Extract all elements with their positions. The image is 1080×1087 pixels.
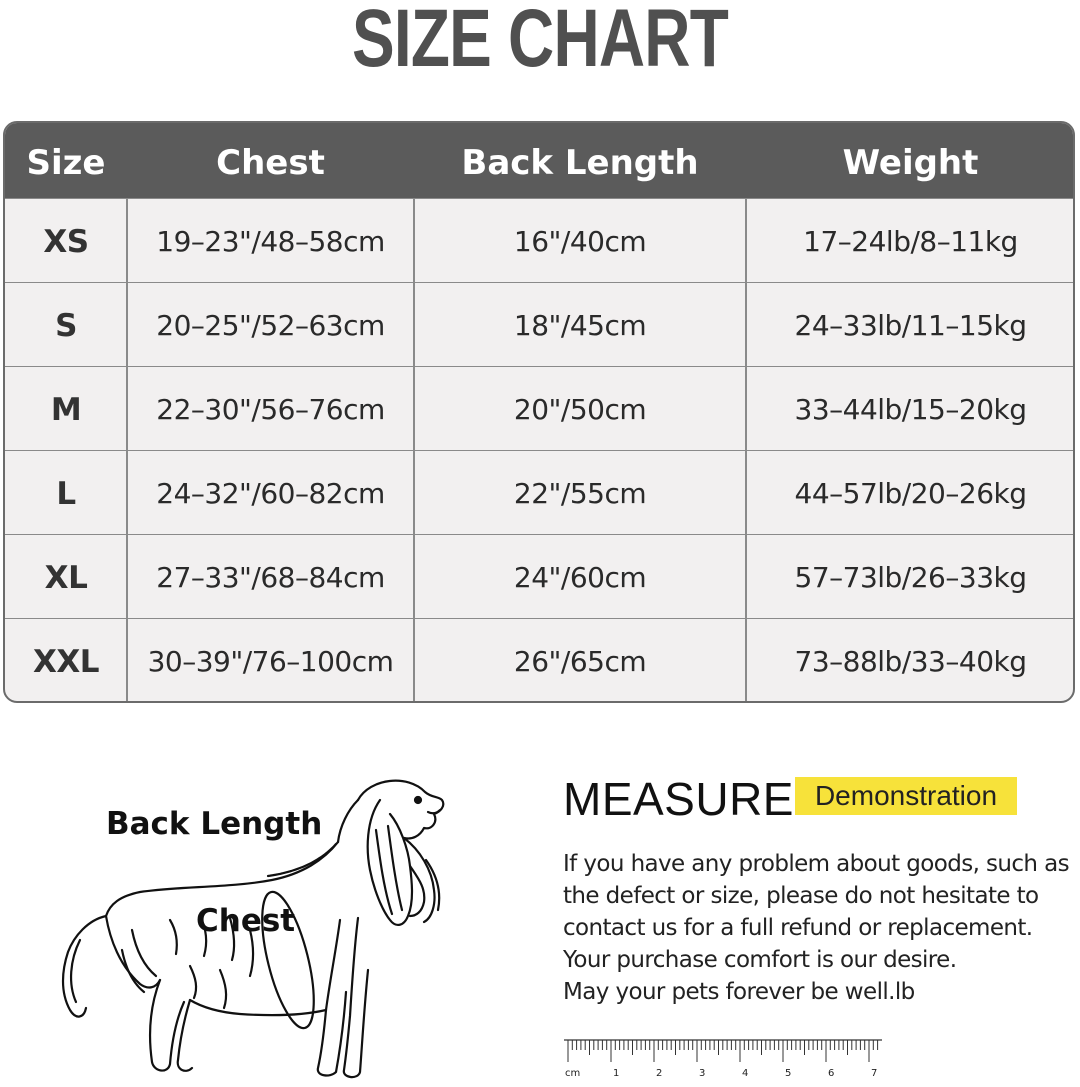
ruler-unit-label: cm bbox=[565, 1068, 581, 1079]
table-row bbox=[5, 282, 1073, 366]
page-title: SIZE CHART bbox=[352, 0, 728, 84]
cell-chest: 30–39"/76–100cm bbox=[147, 645, 394, 678]
back-length-label: Back Length bbox=[106, 806, 323, 842]
cell-back-length: 16"/40cm bbox=[513, 225, 647, 258]
cell-chest: 24–32"/60–82cm bbox=[156, 477, 385, 510]
cell-chest: 20–25"/52–63cm bbox=[156, 309, 385, 342]
ruler-number: 7 bbox=[871, 1068, 878, 1079]
cell-back-length: 20"/50cm bbox=[513, 393, 647, 426]
header-size: Size bbox=[26, 143, 106, 183]
ruler-numbers bbox=[613, 1068, 877, 1079]
cell-size: XS bbox=[43, 224, 89, 260]
table-row bbox=[5, 534, 1073, 618]
ruler-number: 2 bbox=[656, 1068, 663, 1079]
cell-back-length: 26"/65cm bbox=[513, 645, 647, 678]
note-line: May your pets forever be well.lb bbox=[563, 979, 915, 1005]
table-header bbox=[5, 123, 1073, 198]
chest-label: Chest bbox=[196, 903, 296, 939]
ruler-number: 1 bbox=[613, 1068, 620, 1079]
cell-chest: 27–33"/68–84cm bbox=[156, 561, 385, 594]
table-row bbox=[5, 450, 1073, 534]
cell-back-length: 22"/55cm bbox=[513, 477, 647, 510]
demonstration-badge: Demonstration bbox=[795, 777, 1017, 815]
ruler-number: 5 bbox=[785, 1068, 792, 1079]
ruler-number: 3 bbox=[699, 1068, 706, 1079]
cell-weight: 33–44lb/15–20kg bbox=[794, 393, 1027, 426]
cell-size: M bbox=[50, 392, 82, 428]
column-divider bbox=[413, 198, 415, 701]
measure-title: MEASURE bbox=[563, 773, 794, 825]
cell-weight: 17–24lb/8–11kg bbox=[803, 225, 1018, 258]
cell-size: XXL bbox=[32, 644, 100, 680]
ruler-icon bbox=[562, 1038, 884, 1082]
cell-weight: 44–57lb/20–26kg bbox=[794, 477, 1027, 510]
ruler-ticks bbox=[568, 1040, 878, 1062]
cell-size: S bbox=[55, 308, 77, 344]
cell-chest: 22–30"/56–76cm bbox=[156, 393, 385, 426]
cell-back-length: 24"/60cm bbox=[513, 561, 647, 594]
ruler-number: 6 bbox=[828, 1068, 835, 1079]
cell-chest: 19–23"/48–58cm bbox=[156, 225, 385, 258]
cell-back-length: 18"/45cm bbox=[513, 309, 647, 342]
header-back-length: Back Length bbox=[461, 143, 699, 183]
cell-weight: 24–33lb/11–15kg bbox=[794, 309, 1027, 342]
cell-size: L bbox=[56, 476, 76, 512]
contact-note bbox=[563, 848, 1078, 1008]
cell-size: XL bbox=[44, 560, 88, 596]
note-line: Your purchase comfort is our desire. bbox=[563, 947, 957, 973]
ruler-number: 4 bbox=[742, 1068, 749, 1079]
header-chest: Chest bbox=[216, 143, 325, 183]
table-row bbox=[5, 198, 1073, 282]
column-divider bbox=[126, 198, 128, 701]
table-row bbox=[5, 618, 1073, 702]
column-divider bbox=[745, 198, 747, 701]
size-table bbox=[3, 121, 1075, 703]
note-line: If you have any problem about goods, such as bbox=[563, 851, 1069, 877]
note-line: contact us for a full refund or replacement. bbox=[563, 915, 1033, 941]
table-row bbox=[5, 366, 1073, 450]
header-weight: Weight bbox=[842, 143, 979, 183]
note-line: the defect or size, please do not hesitate to bbox=[563, 883, 1039, 909]
cell-weight: 57–73lb/26–33kg bbox=[794, 561, 1027, 594]
cell-weight: 73–88lb/33–40kg bbox=[794, 645, 1027, 678]
